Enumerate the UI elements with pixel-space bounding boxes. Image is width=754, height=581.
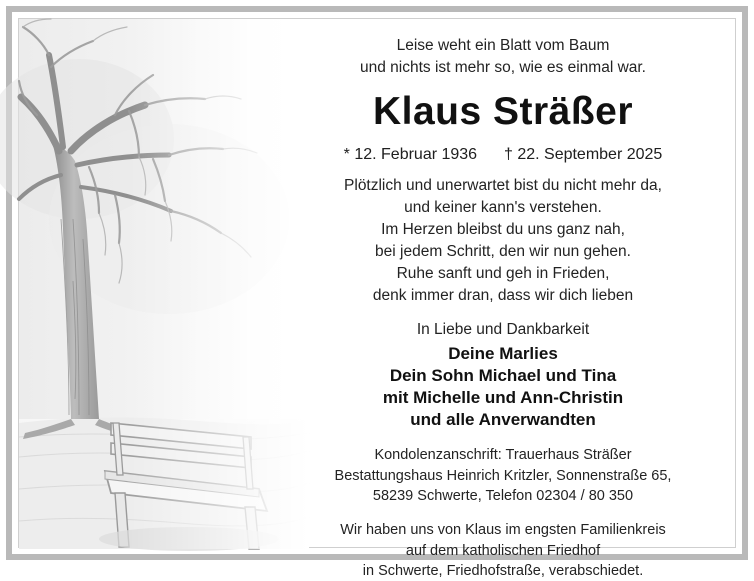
- verse-top: [269, 35, 737, 79]
- verse-main-line: Ruhe sanft und geh in Frieden,: [396, 264, 610, 282]
- address-line: Kondolenzanschrift: Trauerhaus Sträßer: [374, 447, 632, 464]
- closing-line: in Schwerte, Friedhofstraße, verabschiedet.: [362, 562, 644, 579]
- verse-main-line: Plötzlich und unerwartet bist du nicht mehr da,: [344, 176, 662, 194]
- verse-main-line: bei jedem Schritt, den wir nun gehen.: [375, 242, 631, 260]
- notice-text-column: [269, 19, 737, 579]
- inner-frame: [18, 18, 736, 579]
- address-line: 58239 Schwerte, Telefon 02304 / 80 350: [372, 487, 634, 504]
- address-line: Bestattungshaus Heinrich Kritzler, Sonnenstraße 65,: [334, 467, 672, 484]
- deceased-name: Klaus Sträßer: [372, 90, 634, 133]
- verse-top-line: und nichts ist mehr so, wie es einmal war.: [359, 59, 646, 76]
- verse-main-line: Im Herzen bleibst du uns ganz nah,: [381, 220, 625, 238]
- family-line: mit Michelle und Ann-Christin: [382, 388, 624, 408]
- verse-main-line: denk immer dran, dass wir dich lieben: [372, 286, 634, 304]
- family-list: [269, 343, 737, 431]
- family-line: Deine Marlies: [448, 343, 558, 363]
- birth-date: * 12. Februar 1936: [343, 145, 478, 163]
- life-dates: [269, 146, 737, 164]
- verse-main: [269, 175, 737, 307]
- closing-line: auf dem katholischen Friedhof: [405, 542, 601, 559]
- closing-note: [269, 520, 737, 581]
- family-line: und alle Anverwandten: [410, 410, 596, 430]
- condolence-address: [269, 445, 737, 506]
- closing-line: Wir haben uns von Klaus im engsten Familienkreis: [340, 522, 666, 539]
- death-date: † 22. September 2025: [503, 145, 663, 163]
- pencil-drawing-tree-and-bench: [19, 19, 309, 547]
- gratitude-line: In Liebe und Dankbarkeit: [416, 320, 590, 338]
- verse-top-line: Leise weht ein Blatt vom Baum: [396, 37, 610, 54]
- family-line: Dein Sohn Michael und Tina: [389, 366, 617, 386]
- verse-main-line: und keiner kann's verstehen.: [404, 198, 602, 216]
